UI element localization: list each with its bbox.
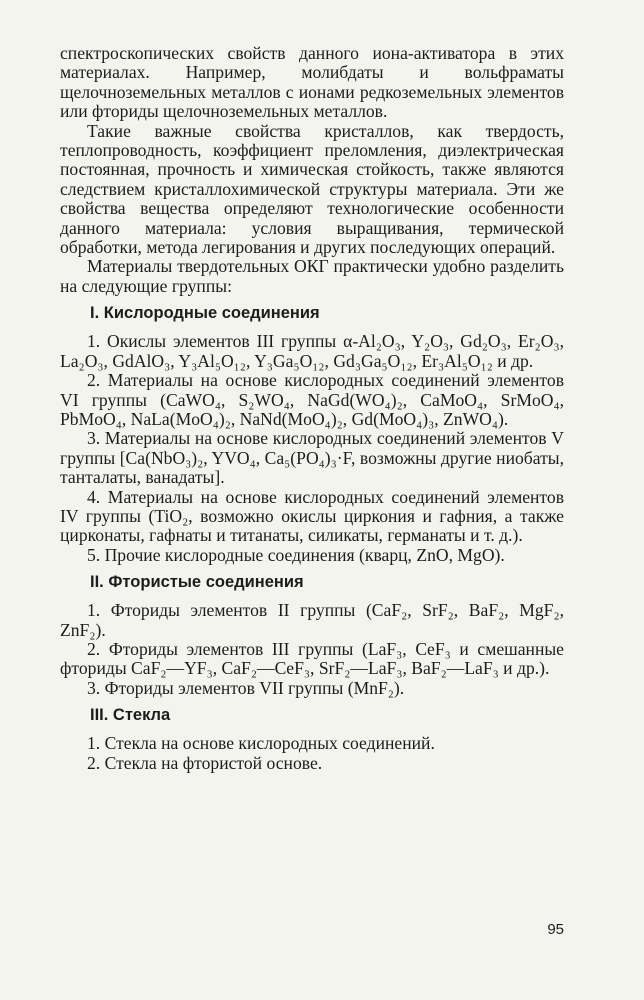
paragraph: Материалы твердотельных ОКГ практически удобно разделить на следующие группы: [60,256,564,296]
paragraph: Такие важные свойства кристаллов, как твердость, теплопроводность, коэффициент преломления, диэлектрическая постоянная, прочность и химическая стойкость, также являются следствием кристаллохимической структуры материала. Эти же свойства вещества определяют технологические особенности данного материала: условия выращивания, термической обработки, метода легирования и других последующих операций. [60,120,564,258]
list-item: 1. Фториды элементов II группы (CaF₂, SrF₂, BaF₂, MgF₂, ZnF₂). [60,600,564,640]
list-item: 2. Стекла на фтористой основе. [87,752,323,773]
page-number: 95 [547,921,564,938]
list-item: 2. Материалы на основе кислородных соединений элементов VI группы (CaWO₄, S₂WO₄, NaGd(WO₄)₂, CaMoO₄, SrMoO₄, PbMoO₄, NaLa(MoO₄)₂, NaNd(MoO₄)₂, Gd(MoO₄)₃, ZnWO₄). [60,370,564,429]
list-item: 3. Фториды элементов VII группы (MnF₂). [87,677,405,698]
section-heading: II. Фтористые соединения [90,573,304,592]
section-heading: I. Кислородные соединения [90,304,320,323]
page-text [60,44,564,773]
list-item: 2. Фториды элементов III группы (LaF₃, CeF₃ и смешанные фториды CaF₂—YF₃, CaF₂—CeF₃, SrF₂—LaF₃, BaF₂—LaF₃ и др.). [60,638,564,679]
list-item: 1. Окислы элементов III группы α-Al₂O₃, Y₂O₃, Gd₂O₃, Er₂O₃, La₂O₃, GdAlO₃, Y₃Al₅O₁₂, Y₃Ga₅O₁₂, Gd₃Ga₅O₁₂, Er₃Al₅O₁₂ и др. [60,331,564,371]
list-item: 4. Материалы на основе кислородных соединений элементов IV группы (TiO₂, возможно окислы циркония и гафния, а также цирконаты, гафнаты и титанаты, силикаты, германаты и т. д.). [60,486,564,546]
list-item: 1. Стекла на основе кислородных соединений. [87,733,435,754]
list-item: 3. Материалы на основе кислородных соединений элементов V группы [Ca(NbO₃)₂, YVO₄, Ca₅(PO₄)₃·F, возможны другие ниобаты, танталаты, ванадаты]. [60,428,564,488]
paragraph: спектроскопических свойств данного иона-активатора в этих материалах. Например, молибдаты и вольфраматы щелочноземельных металлов с ионами редкоземельных элементов или фториды щелочноземельных металлов. [60,43,564,122]
section-heading: III. Стекла [90,706,171,725]
list-item: 5. Прочие кислородные соединения (кварц, ZnO, MgO). [87,544,505,565]
